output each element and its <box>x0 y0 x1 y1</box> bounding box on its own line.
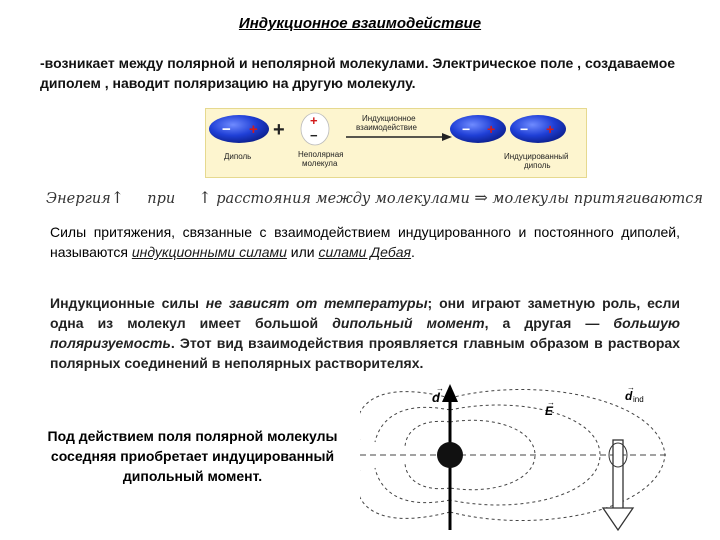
interaction-arrowhead <box>442 133 452 141</box>
induction-figure <box>205 108 587 178</box>
energy-distance: расстояния между молекулами <box>216 191 470 207</box>
induced-dipole-minus: − <box>520 121 529 137</box>
nonpolar-minus: − <box>310 128 318 143</box>
para2-text-4: . Этот вид взаимодействия проявляется главным образом в растворах полярных соединений в неполярных растворителях. <box>50 335 680 371</box>
para1-text-1: Силы притяжения, связанные с взаимодействием индуцированного и постоянного диполей, называются <box>50 224 680 260</box>
implies-arrow-icon: ⇒ <box>474 188 488 207</box>
dipole-arrowhead <box>442 384 458 402</box>
e-label: E <box>545 404 554 418</box>
nonpolar-plus: + <box>310 113 318 128</box>
para1-text-2: или <box>286 244 319 260</box>
induced-dipole <box>510 115 566 143</box>
page-title: Индукционное взаимодействие <box>238 15 482 32</box>
operator-plus: + <box>273 119 285 141</box>
induced-shaft <box>613 440 623 510</box>
result-dipole-plus: + <box>487 121 496 137</box>
arrow-label-1: Индукционное <box>362 114 416 123</box>
dipole-minus: − <box>222 121 231 138</box>
d-vector-mark: → <box>436 384 444 393</box>
energy-at: при <box>147 191 176 207</box>
d-label: d <box>432 390 440 405</box>
induced-dipole-plus: + <box>546 121 555 137</box>
energy-word: Энергия <box>46 191 111 207</box>
para2-italic-1: не зависят от температуры <box>205 295 428 311</box>
para1-text-3: . <box>411 244 415 260</box>
dipole-molecule <box>209 115 269 143</box>
diagram-caption: Под действием поля полярной молекулы соседняя приобретает индуцированный дипольный момент. <box>47 428 338 484</box>
intro-text: -возникает между полярной и неполярной молекулами. Электрическое поле , создаваемое диполем , наводит поляризацию на другую молекулу. <box>40 55 676 91</box>
e-vector-mark: → <box>547 398 555 407</box>
dipole-label: Диполь <box>224 152 252 161</box>
dind-label: d <box>625 389 633 403</box>
energy-attract: молекулы притягиваются <box>492 191 704 207</box>
para2-text-1: Индукционные силы <box>50 295 206 311</box>
para2-italic-3: большую поляризуемость <box>50 315 681 351</box>
link-induction-forces[interactable]: индукционными силами <box>131 244 287 260</box>
result-dipole <box>450 115 506 143</box>
link-debye-forces[interactable]: силами Дебая <box>318 244 412 260</box>
induced-arrowhead <box>603 508 633 530</box>
dipole-center <box>437 442 463 468</box>
dind-vector-mark: → <box>627 383 635 392</box>
paragraph-debye <box>50 222 680 262</box>
up-arrow-icon: ↑ <box>110 188 125 207</box>
induced-label-1: Индуцированный <box>504 152 569 161</box>
up-arrow-icon-2: ↑ <box>198 188 212 207</box>
field-lines-svg <box>360 380 680 535</box>
arrow-label-2: взаимодействие <box>356 123 417 132</box>
field-line-8 <box>375 468 450 503</box>
result-dipole-minus: − <box>462 121 471 137</box>
induction-illustration <box>206 109 586 177</box>
dipole-field-diagram <box>360 380 680 540</box>
nonpolar-label-1: Неполярная <box>298 150 344 159</box>
energy-line <box>46 188 704 207</box>
nonpolar-label-2: молекула <box>302 159 338 168</box>
paragraph-induction-forces <box>50 293 680 373</box>
field-line-7 <box>360 470 450 518</box>
dind-sub: ind <box>633 395 644 404</box>
dipole-plus: + <box>249 121 258 138</box>
field-line-5 <box>375 407 450 442</box>
para2-italic-2: дипольный момент <box>332 315 485 331</box>
para2-text-2: ; они играют заметную роль, если одна из молекул имеет большой <box>50 295 680 331</box>
induced-label-2: диполь <box>524 161 551 170</box>
para2-text-3: , а другая — <box>484 315 614 331</box>
